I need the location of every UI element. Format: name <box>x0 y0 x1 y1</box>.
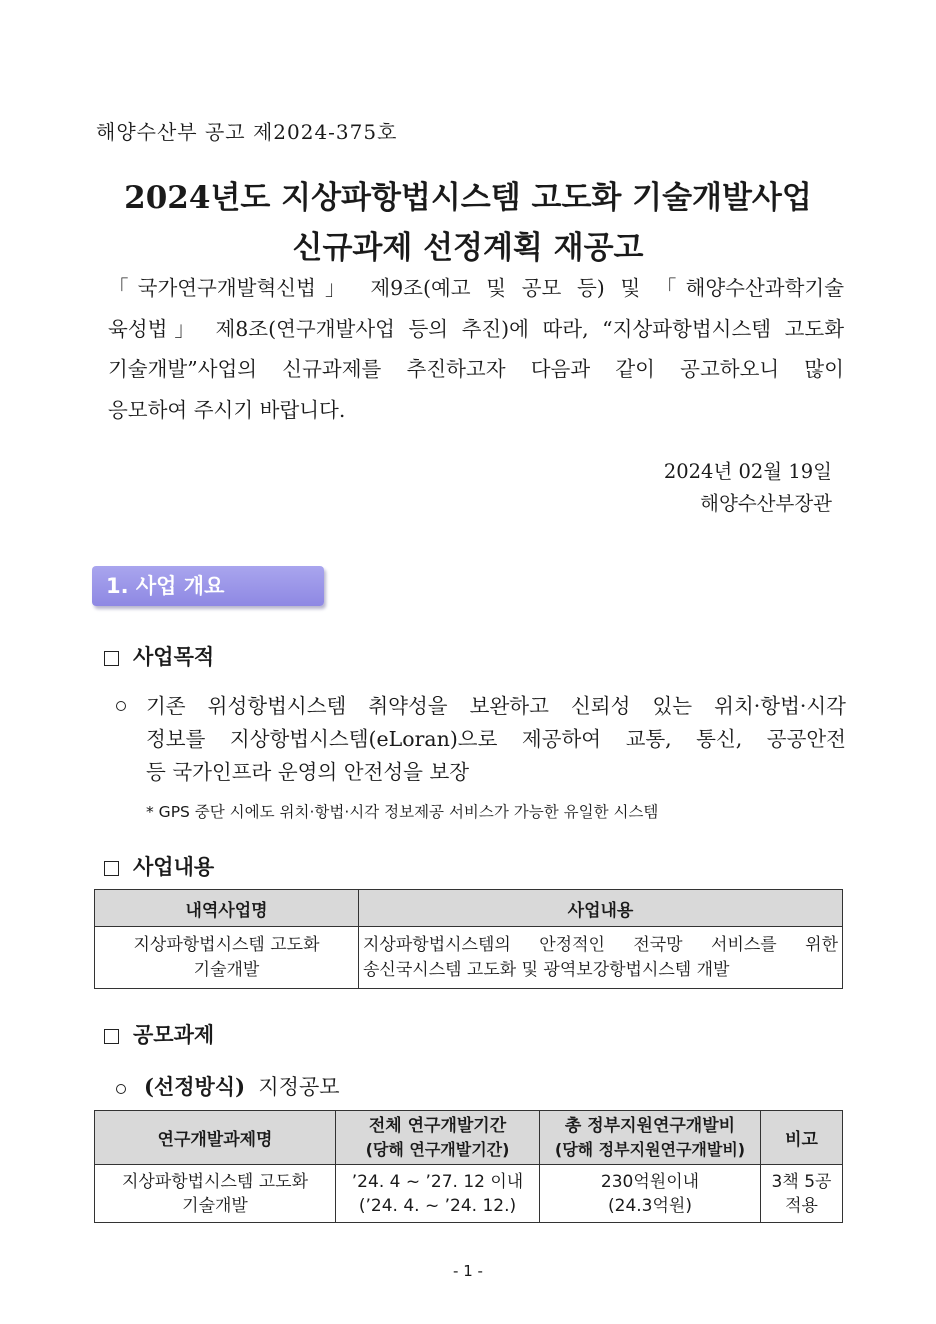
cell-line: 송신국시스템 고도화 및 광역보강항법시스템 개발 <box>363 959 730 980</box>
section-heading-overview: 1. 사업 개요 <box>92 566 324 606</box>
header-line: 총 정부지원연구개발비 <box>564 1115 736 1136</box>
table-cell-desc <box>359 927 843 989</box>
table-header-row <box>95 890 843 927</box>
table-header-row <box>95 1111 843 1165</box>
subheading-call <box>104 1019 214 1049</box>
notice-number: 해양수산부 공고 제2024-375호 <box>96 120 398 144</box>
table-header-cell <box>336 1111 540 1165</box>
table-header-cell: 사업내용 <box>359 890 843 927</box>
table-row <box>95 927 843 989</box>
table-cell-remark <box>761 1165 843 1223</box>
header-line: 비고 <box>785 1130 818 1150</box>
header-line: 연구개발과제명 <box>157 1130 273 1150</box>
header-line: (당해 연구개발기간) <box>365 1139 510 1159</box>
purpose-bullet <box>116 692 146 716</box>
subheading-content <box>104 851 214 881</box>
checkbox-square-icon <box>104 1029 119 1044</box>
bullet-circle-icon <box>116 1084 126 1094</box>
issuer: 해양수산부장관 <box>700 492 832 515</box>
subheading-call-label: 공모과제 <box>133 1022 215 1047</box>
header-line: 전체 연구개발기간 <box>368 1115 507 1136</box>
table-header-cell <box>95 1111 336 1165</box>
intro-line: 육성법」 제8조(연구개발사업 등의 추진)에 따라, “지상파항법시스템 고도화 <box>108 316 844 341</box>
subheading-purpose-label: 사업목적 <box>133 644 215 669</box>
subheading-purpose <box>104 641 214 671</box>
cell-line: 지상파항법시스템 고도화 <box>121 1171 309 1192</box>
selection-method-value: 지정공모 <box>258 1075 340 1099</box>
cell-line: 기술개발 <box>193 959 260 980</box>
subheading-content-label: 사업내용 <box>133 854 215 879</box>
cell-line: 3책 5공 <box>771 1171 832 1192</box>
intro-line: 응모하여 주시기 바랍니다. <box>108 397 346 422</box>
cell-line: 적용 <box>785 1195 818 1216</box>
table-cell-name <box>95 1165 336 1223</box>
intro-paragraph <box>108 268 844 430</box>
call-table <box>94 1110 843 1223</box>
content-table <box>94 889 843 989</box>
selection-method <box>116 1071 340 1101</box>
checkbox-square-icon <box>104 651 119 666</box>
selection-method-label: (선정방식) <box>144 1074 246 1099</box>
cell-line: 지상파항법시스템 고도화 <box>133 934 320 955</box>
checkbox-square-icon <box>104 861 119 876</box>
table-header-cell: 내역사업명 <box>95 890 359 927</box>
purpose-text <box>146 690 846 789</box>
page-number: - 1 - <box>453 1262 483 1280</box>
table-cell-budget <box>540 1165 761 1223</box>
cell-line: (24.3억원) <box>608 1195 692 1216</box>
table-cell-period <box>336 1165 540 1223</box>
table-header-cell <box>540 1111 761 1165</box>
purpose-note: * GPS 중단 시에도 위치·항법·시각 정보제공 서비스가 가능한 유일한 시스템 <box>146 803 659 821</box>
purpose-line: 등 국가인프라 운영의 안전성을 보장 <box>146 760 470 784</box>
cell-line: 지상파항법시스템의 안정적인 전국망 서비스를 위한 <box>363 934 838 955</box>
header-line: (당해 정부지원연구개발비) <box>554 1139 746 1159</box>
purpose-line: 정보를 지상항법시스템(eLoran)으로 제공하여 교통, 통신, 공공안전 <box>146 727 846 751</box>
document-title-line2: 신규과제 선정계획 재공고 <box>292 230 644 266</box>
intro-line: 기술개발”사업의 신규과제를 추진하고자 다음과 같이 공고하오니 많이 <box>108 357 844 381</box>
bullet-circle-icon <box>116 701 126 711</box>
purpose-line: 기존 위성항법시스템 취약성을 보완하고 신뢰성 있는 위치·항법·시각 <box>146 694 846 718</box>
cell-line: (’24. 4. ~ ’24. 12.) <box>358 1195 517 1216</box>
intro-line: 「국가연구개발혁신법」 제9조(예고 및 공모 등) 및 「해양수산과학기술 <box>108 276 844 300</box>
table-row <box>95 1165 843 1223</box>
table-cell-name <box>95 927 359 989</box>
document-title-line1: 2024년도 지상파항법시스템 고도화 기술개발사업 <box>124 180 812 216</box>
notice-date: 2024년 02월 19일 <box>663 460 832 483</box>
cell-line: ’24. 4 ~ ’27. 12 이내 <box>351 1171 524 1192</box>
cell-line: 230억원이내 <box>600 1171 700 1192</box>
table-header-cell <box>761 1111 843 1165</box>
cell-line: 기술개발 <box>182 1195 248 1216</box>
